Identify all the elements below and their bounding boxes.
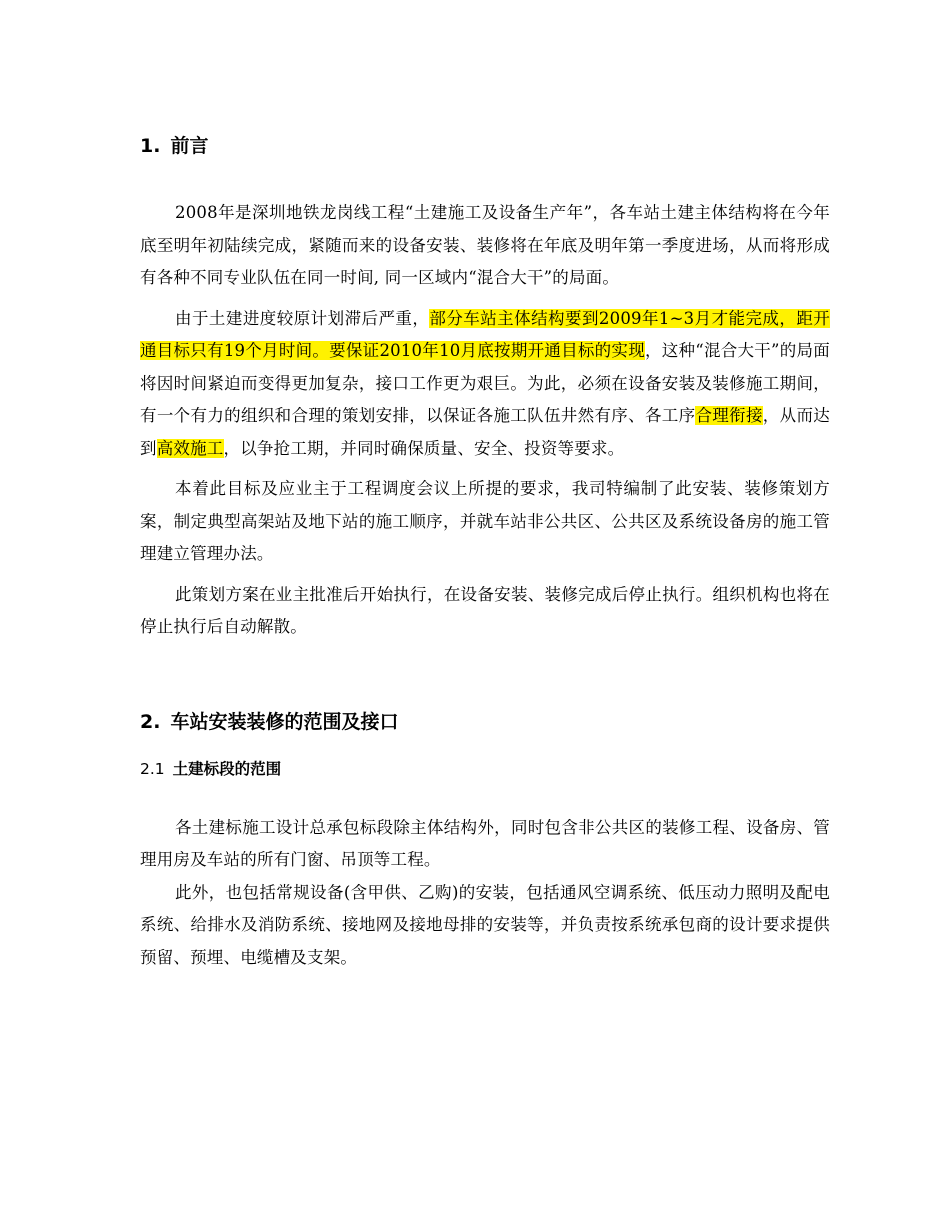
paragraph-execution: 此策划方案在业主批准后开始执行，在设备安装、装修完成后停止执行。组织机构也将在停止执行后自动解散。 [140,584,830,636]
paragraph-scope: 各土建标施工设计总承包标段除主体结构外，同时包含非公共区的装修工程、设备房、管理用房及车站的所有门窗、吊顶等工程。 [140,817,830,869]
highlighted-text: 合理衔接 [695,406,763,425]
paragraph-schedule [140,303,830,466]
paragraph-intro: 2008年是深圳地铁龙岗线工程“土建施工及设备生产年”，各车站土建主体结构将在今年底至明年初陆续完成，紧随而来的设备安装、装修将在年底及明年第一季度进场，从而将形成有各种不同专业队伍在同一时间, 同一区域内“混合大干”的局面。 [140,203,830,287]
subsection-title: 土建标段的范围 [172,759,282,778]
paragraph-equipment: 此外，也包括常规设备(含甲供、乙购)的安装，包括通风空调系统、低压动力照明及配电系统、给排水及消防系统、接地网及接地母排的安装等，并负责按系统承包商的设计要求提供预留、预埋、电缆槽及支架。 [140,882,830,967]
subsection-number: 2.1 [140,759,165,778]
highlighted-text: 高效施工 [156,438,224,458]
section-heading-2 [140,704,830,740]
text-run: 由于土建进度较原计划滞后严重， [175,308,430,328]
section-title: 车站安装装修的范围及接口 [170,710,399,733]
text-run: ，从而达到 [140,406,830,458]
document-page [140,128,830,974]
section-number: 2. [140,710,161,733]
text-run: ，以争抢工期，并同时确保质量、安全、投资等要求。 [223,438,625,458]
highlighted-text: 部分车站主体结构要到2009年1~3月才能完成，距开通目标只有19个月时间。要保证2010年10月底按期开通目标的实现 [140,308,831,360]
section-number: 1. [140,135,161,157]
subsection-heading-2-1 [140,754,830,784]
section-heading-1 [140,128,830,164]
text-run: ，这种“混合大干”的局面将因时间紧迫而变得更加复杂，接口工作更为艰巨。为此，必须在设备安装及装修施工期间，有一个有力的组织和合理的策划安排，以保证各施工队伍井然有序、各工序 [140,341,830,425]
paragraph-plan: 本着此目标及应业主于工程调度会议上所提的要求，我司特编制了此安装、装修策划方案，制定典型高架站及地下站的施工顺序，并就车站非公共区、公共区及系统设备房的施工管理建立管理办法。 [140,479,830,563]
section-title: 前言 [170,135,209,157]
